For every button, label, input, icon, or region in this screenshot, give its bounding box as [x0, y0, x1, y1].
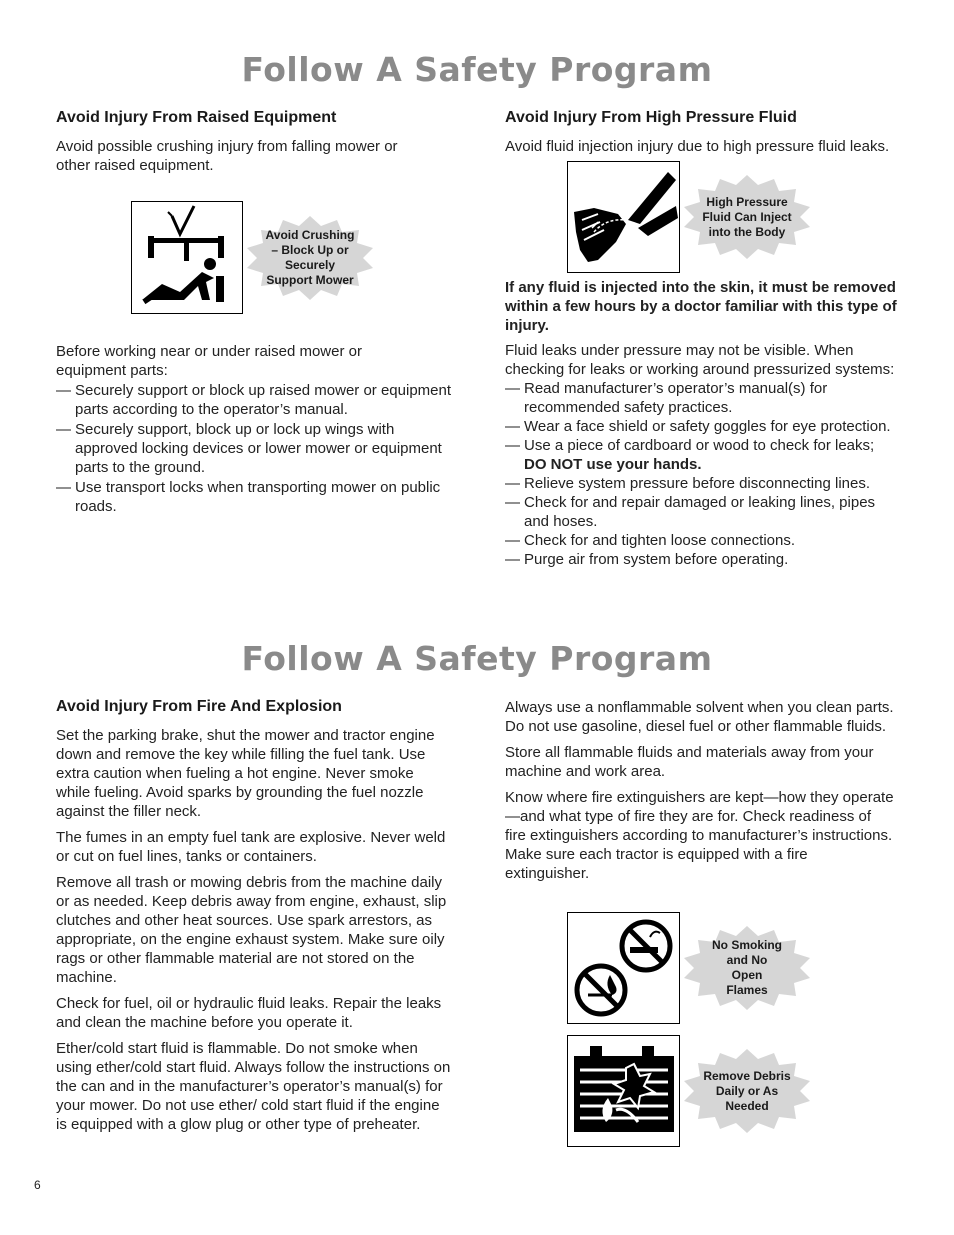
list-item: — Read manufacturer’s operator’s manual(s) for recommended safety practices.: [505, 379, 903, 417]
crushing-caption: Avoid Crushing – Block Up or Securely Support Mower: [265, 228, 355, 287]
fire-paragraph: Know where fire extinguishers are kept—how they operate—and what type of fire they are for. Check readiness of fire extinguishers according to manufacturer’s instructions. Make sure each tractor is equipped with a fire extinguisher.: [505, 789, 894, 882]
section2-title: Follow A Safety Program: [241, 639, 713, 678]
list-item-emphasis: DO NOT use your hands.: [524, 456, 702, 473]
page-number: 6: [34, 1178, 41, 1192]
fire-paragraph: The fumes in an empty fuel tank are explosive. Never weld or cut on fuel lines, tanks or containers.: [56, 829, 446, 865]
list-item: — Check for and tighten loose connections.: [505, 531, 903, 550]
raised-equipment-body: Before working near or under raised mower or equipment parts:: [56, 343, 362, 379]
list-item: [505, 436, 903, 474]
raised-equipment-heading: Avoid Injury From Raised Equipment: [56, 109, 337, 126]
no-smoking-caption: No Smoking and No Open Flames: [712, 938, 783, 997]
raised-equipment-section: [56, 109, 456, 175]
high-pressure-instructions: [505, 278, 903, 569]
fire-explosion-section: [56, 698, 451, 1134]
list-item: — Check for and repair damaged or leaking lines, pipes and hoses.: [505, 493, 903, 531]
raised-equipment-intro: Avoid possible crushing injury from falling mower or other raised equipment.: [56, 138, 398, 174]
high-pressure-intro: Avoid fluid injection injury due to high pressure fluid leaks.: [505, 138, 890, 155]
list-item: — Purge air from system before operating.: [505, 550, 903, 569]
high-pressure-fluid-section: [505, 109, 905, 156]
debris-caption: Remove Debris Daily or As Needed: [703, 1068, 791, 1113]
fire-paragraph: Remove all trash or mowing debris from the machine daily or as needed. Keep debris away from engine, exhaust, slip clutches and other heat sources. Use spark arrestors, as appropriate, on the engine exhaust system. Make sure oily rags or other flammable material are not stored on the machine.: [56, 874, 447, 986]
list-item: — Securely support or block up raised mower or equipment parts according to the operator’s manual.: [56, 381, 456, 419]
fluid-caption: High Pressure Fluid Can Inject into the Body: [702, 194, 792, 239]
crushing-caption-burst: [245, 216, 375, 300]
list-item: — Relieve system pressure before disconnecting lines.: [505, 474, 903, 493]
no-smoking-caption-burst: [682, 926, 812, 1010]
fluid-caption-burst: [682, 175, 812, 259]
high-pressure-heading: Avoid Injury From High Pressure Fluid: [505, 109, 797, 126]
fire-paragraph: Ether/cold start fluid is flammable. Do not smoke when using ether/cold start fluid. Always follow the instructions on the can and in the manufacturer’s operator’s manual(s) for your mower. Do not use ether/ cold start fluid if the engine is equipped with a glow plug or other type of preheater.: [56, 1040, 451, 1133]
injection-warning: If any fluid is injected into the skin, it must be removed within a few hours by a doctor familiar with this type of injury.: [505, 279, 897, 334]
list-item: — Use transport locks when transporting mower on public roads.: [56, 478, 456, 516]
debris-fire-hazard-icon: [567, 1035, 680, 1147]
fire-explosion-heading: Avoid Injury From Fire And Explosion: [56, 698, 342, 715]
fire-paragraph: Check for fuel, oil or hydraulic fluid leaks. Repair the leaks and clean the machine before you operate it.: [56, 995, 442, 1031]
high-pressure-body: Fluid leaks under pressure may not be visible. When checking for leaks or working around pressurized systems:: [505, 342, 895, 378]
fire-paragraph: Always use a nonflammable solvent when you clean parts. Do not use gasoline, diesel fuel or other flammable fluids.: [505, 699, 894, 735]
raised-equipment-instructions: [56, 342, 456, 516]
fire-paragraph: Store all flammable fluids and materials away from your machine and work area.: [505, 744, 874, 780]
fluid-injection-hazard-icon: [567, 161, 680, 273]
fire-paragraph: Set the parking brake, shut the mower and tractor engine down and remove the key while filling the fuel tank. Use extra caution when fueling a hot engine. Never smoke while fueling. Avoid sparks by grounding the fuel nozzle against the filler neck.: [56, 727, 435, 820]
fire-safety-right-column: [505, 698, 895, 883]
section1-title: Follow A Safety Program: [241, 50, 713, 89]
crushing-hazard-icon: [131, 201, 243, 314]
list-item-text: Use a piece of cardboard or wood to check for leaks;: [524, 437, 875, 454]
no-smoking-no-flames-icon: [567, 912, 680, 1024]
list-item: — Securely support, block up or lock up wings with approved locking devices or lower mower or equipment parts to the ground.: [56, 420, 456, 477]
list-item: — Wear a face shield or safety goggles for eye protection.: [505, 417, 903, 436]
debris-caption-burst: [682, 1049, 812, 1133]
